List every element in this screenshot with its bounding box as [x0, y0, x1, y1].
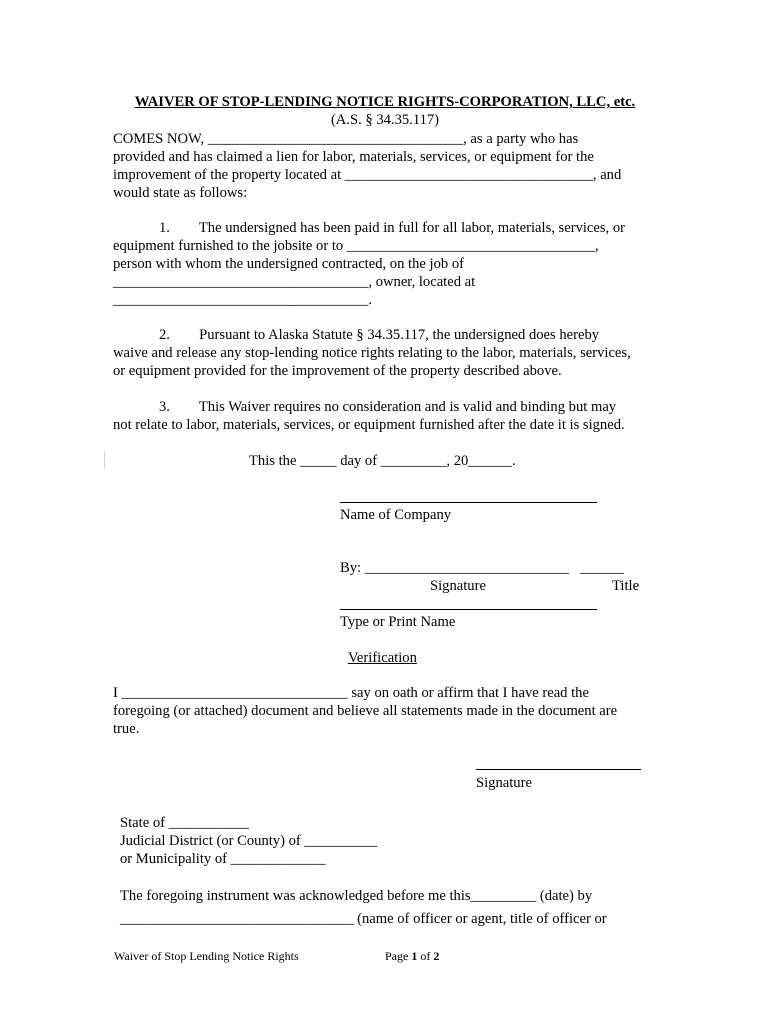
venue-district: Judicial District (or County) of __________ — [120, 833, 378, 849]
by-line: By: ____________________________ ______ — [340, 560, 624, 576]
para1-line-4: ___________________________________, owner, located at — [113, 274, 476, 290]
intro-line-1: COMES NOW, ___________________________________, as a party who has — [113, 131, 579, 147]
verification-signature-rule — [476, 769, 641, 770]
verification-line-2: foregoing (or attached) document and believe all statements made in the document are — [113, 703, 618, 719]
date-line: This the _____ day of _________, 20______. — [249, 453, 516, 469]
acknowledgment-line-2: ________________________________ (name of officer or agent, title of officer or — [120, 911, 607, 927]
para1-line-5: ___________________________________. — [113, 292, 373, 308]
page-total: 2 — [433, 949, 440, 963]
footer-doc-name: Waiver of Stop Lending Notice Rights — [114, 949, 299, 963]
company-label: Name of Company — [340, 507, 452, 523]
para2-line-1: 2. Pursuant to Alaska Statute § 34.35.117, the undersigned does hereby — [159, 327, 600, 343]
verification-heading: Verification — [348, 650, 417, 666]
page-current: 1 — [411, 949, 418, 963]
venue-municipality: or Municipality of _____________ — [120, 851, 326, 867]
intro-line-4: would state as follows: — [113, 185, 248, 201]
para1-line-2: equipment furnished to the jobsite or to __________________________________, — [113, 238, 599, 254]
page-prefix: Page — [385, 949, 409, 963]
para1-line-1: 1. The undersigned has been paid in full for all labor, materials, services, or — [159, 220, 626, 236]
statute-citation: (A.S. § 34.35.117) — [330, 112, 440, 128]
margin-marker — [104, 451, 105, 469]
para1-line-3: person with whom the undersigned contracted, on the job of — [113, 256, 464, 272]
intro-line-3: improvement of the property located at __________________________________, and — [113, 167, 622, 183]
intro-line-2: provided and has claimed a lien for labor, materials, services, or equipment for the — [113, 149, 594, 165]
verification-line-3: true. — [113, 721, 140, 737]
document-title: WAIVER OF STOP-LENDING NOTICE RIGHTS-CORPORATION, LLC, etc. — [134, 94, 636, 110]
para3-line-2: not relate to labor, materials, services, or equipment furnished after the date it is signed. — [113, 417, 625, 433]
print-name-label: Type or Print Name — [340, 614, 456, 630]
para2-line-2: waive and release any stop-lending notice rights relating to the labor, materials, services, — [113, 345, 631, 361]
print-name-rule — [340, 609, 597, 610]
para2-line-3: or equipment provided for the improvement of the property described above. — [113, 363, 562, 379]
title-label: Title — [612, 578, 640, 594]
verification-line-1: I _______________________________ say on oath or affirm that I have read the — [113, 685, 589, 701]
signature-label: Signature — [430, 578, 486, 594]
company-signature-rule — [340, 502, 597, 503]
verification-signature-label: Signature — [476, 775, 532, 791]
acknowledgment-line-1: The foregoing instrument was acknowledged before me this_________ (date) by — [120, 888, 593, 904]
footer-page-number — [385, 949, 439, 964]
para3-line-1: 3. This Waiver requires no consideration and is valid and binding but may — [159, 399, 617, 415]
page-of: of — [420, 949, 431, 963]
venue-state: State of ___________ — [120, 815, 249, 831]
